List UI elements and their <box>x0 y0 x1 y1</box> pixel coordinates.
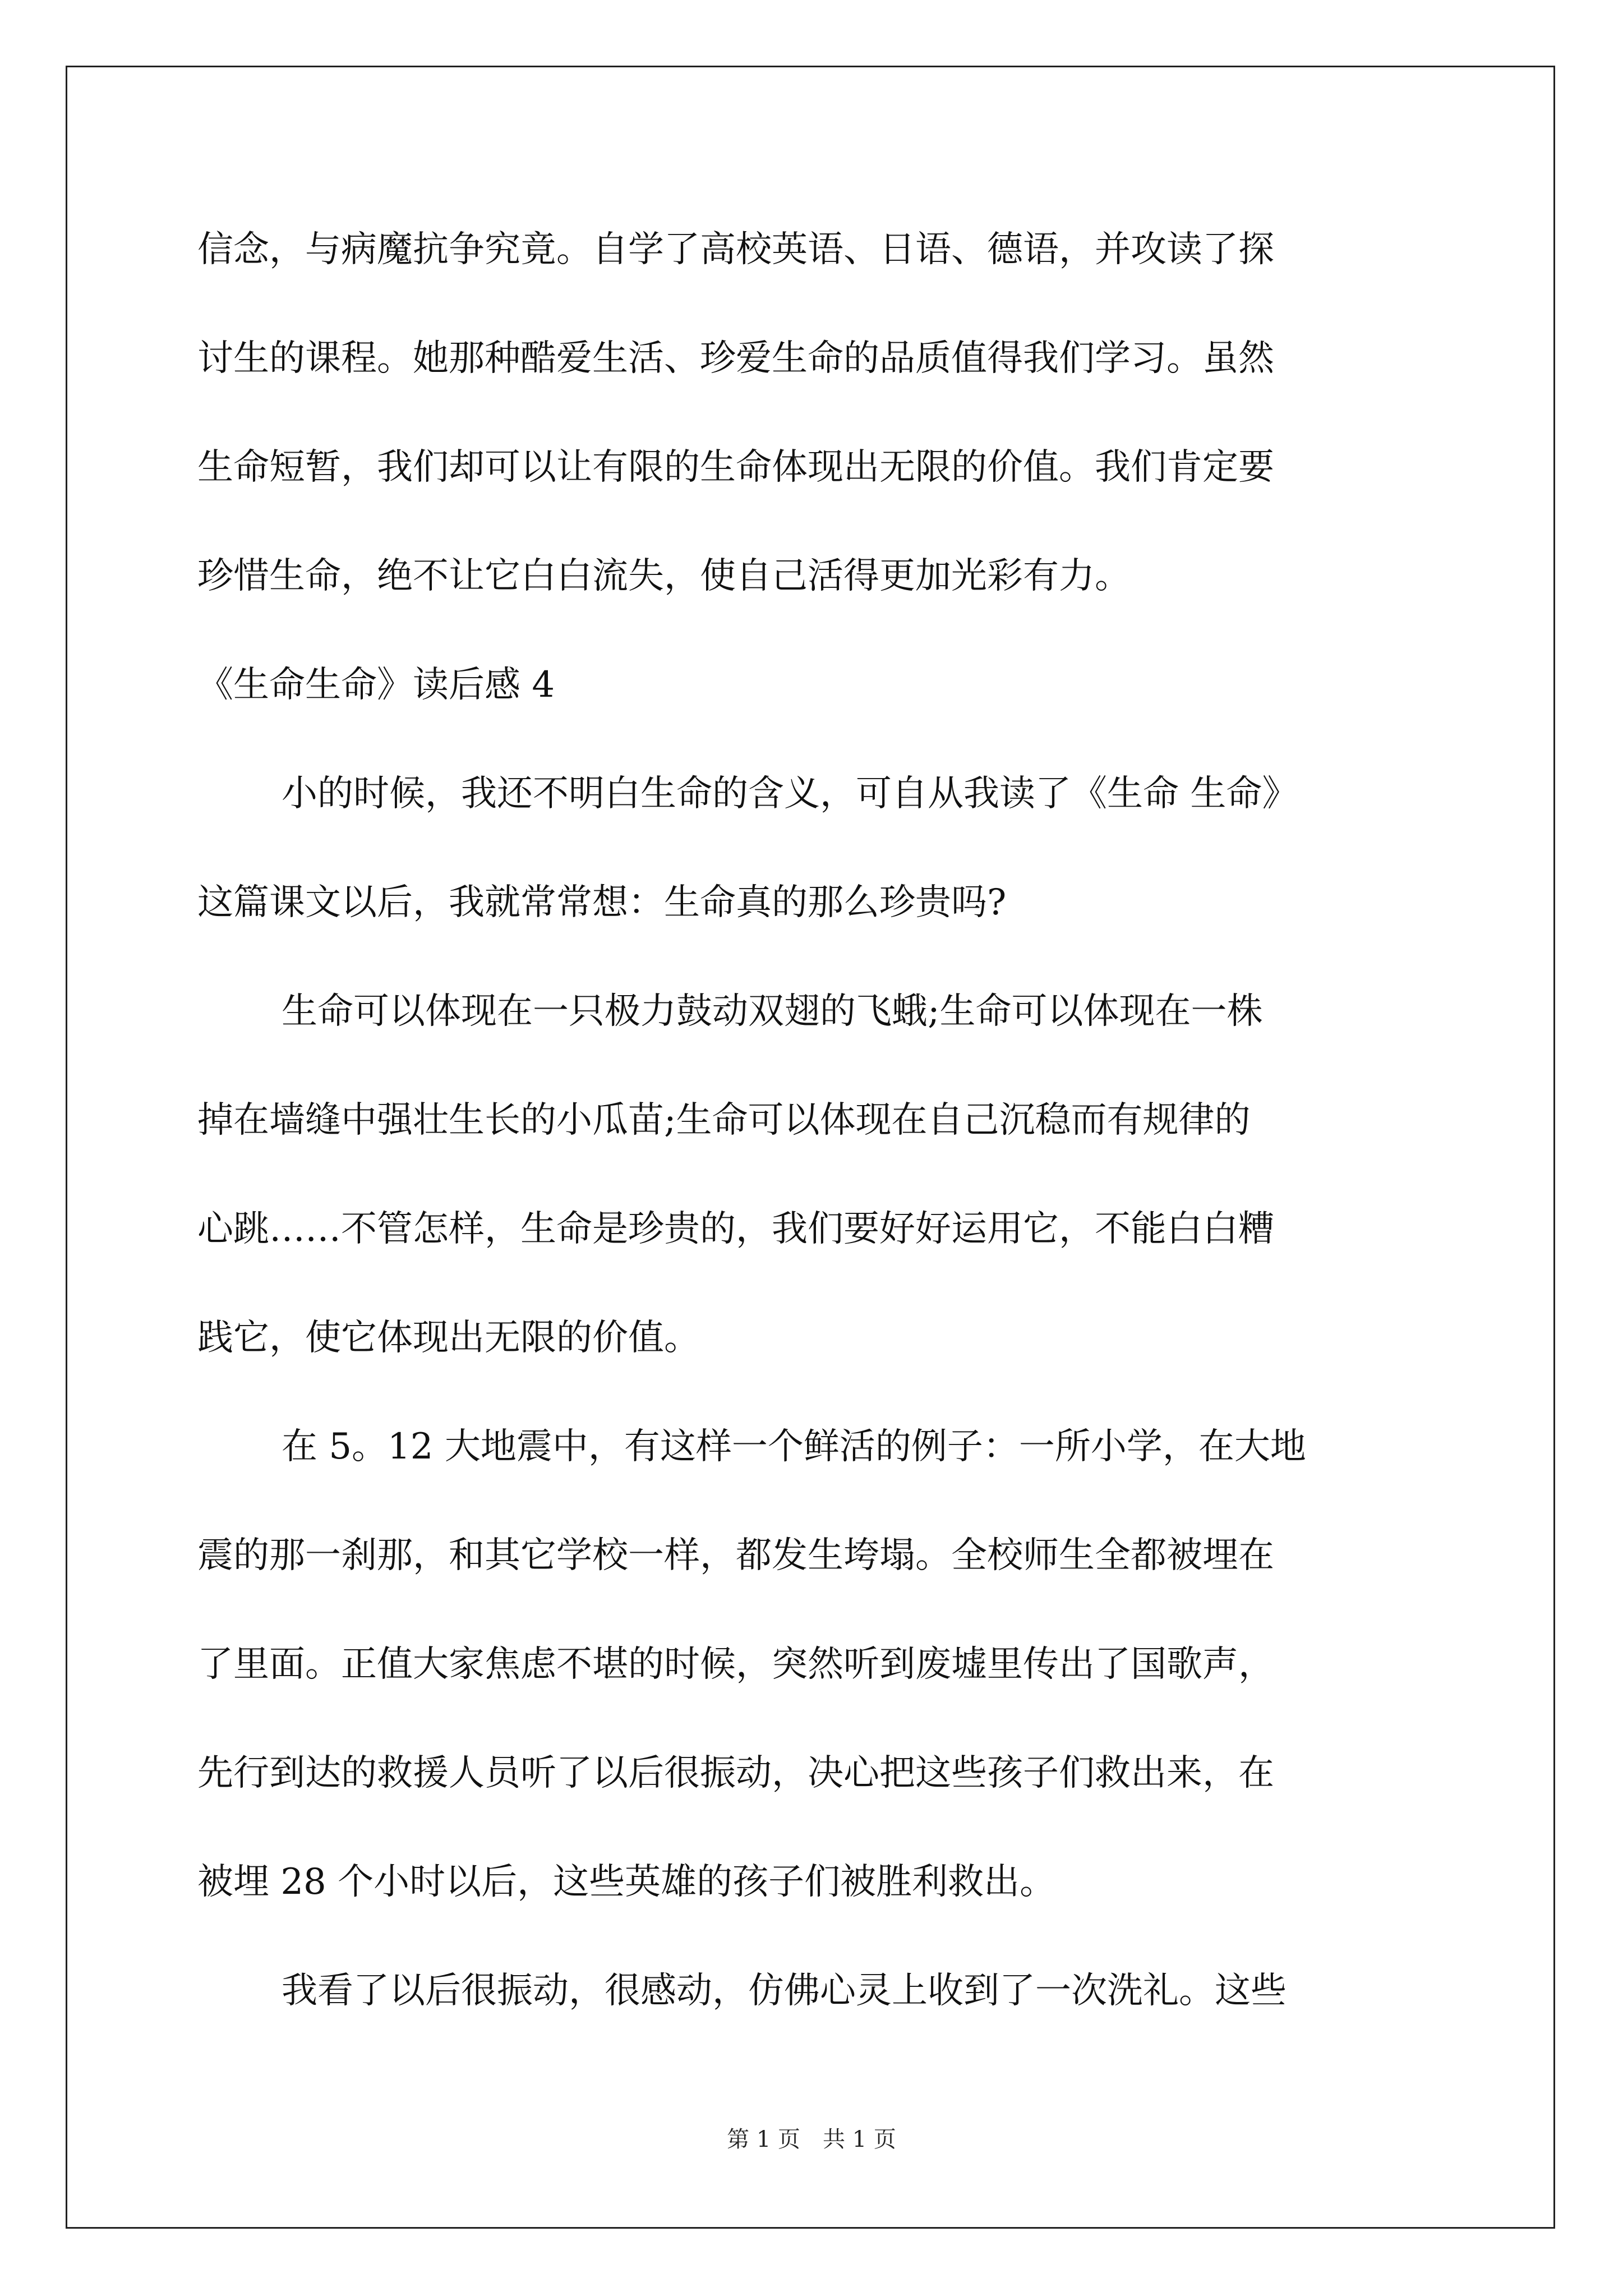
paragraph-4-line-4: 先行到达的救援人员听了以后很振动，决心把这些孩子们救出来，在 <box>197 1752 1274 1794</box>
paragraph-1-line-3: 生命短暂，我们却可以让有限的生命体现出无限的价值。我们肯定要 <box>197 447 1274 488</box>
paragraph-4-line-1: 在 5。12 大地震中，有这样一个鲜活的例子：一所小学，在大地 <box>282 1426 1306 1467</box>
paragraph-1-line-1: 信念，与病魔抗争究竟。自学了高校英语、日语、德语，并攻读了探 <box>197 229 1274 270</box>
paragraph-4-line-3: 了里面。正值大家焦虑不堪的时候，突然听到废墟里传出了国歌声， <box>197 1644 1274 1685</box>
paragraph-2-line-2: 这篇课文以后，我就常常想：生命真的那么珍贵吗? <box>197 882 1007 923</box>
paragraph-3-line-2: 掉在墙缝中强壮生长的小瓜苗;生命可以体现在自己沉稳而有规律的 <box>197 1099 1251 1141</box>
page-footer: 第 1 页 共 1 页 <box>727 2127 896 2152</box>
paragraph-5-line-1: 我看了以后很振动，很感动，仿佛心灵上收到了一次洗礼。这些 <box>282 1970 1287 2012</box>
paragraph-1-line-2: 讨生的课程。她那种酷爱生活、珍爱生命的品质值得我们学习。虽然 <box>197 338 1274 379</box>
paragraph-3-line-1: 生命可以体现在一只极力鼓动双翅的飞蛾;生命可以体现在一株 <box>282 991 1263 1032</box>
paragraph-3-line-3: 心跳……不管怎样，生命是珍贵的，我们要好好运用它，不能白白糟 <box>197 1208 1274 1250</box>
paragraph-4-line-5: 被埋 28 个小时以后，这些英雄的孩子们被胜利救出。 <box>197 1861 1056 1903</box>
page-border <box>66 66 1555 2229</box>
paragraph-2-line-1: 小的时候，我还不明白生命的含义，可自从我读了《生命 生命》 <box>282 773 1298 815</box>
paragraph-4-line-2: 震的那一刹那，和其它学校一样，都发生垮塌。全校师生全都被埋在 <box>197 1535 1274 1576</box>
paragraph-1-line-4: 珍惜生命，绝不让它白白流失，使自己活得更加光彩有力。 <box>197 555 1131 597</box>
section-heading: 《生命生命》读后感 4 <box>197 664 555 706</box>
paragraph-3-line-4: 践它，使它体现出无限的价值。 <box>197 1317 700 1359</box>
